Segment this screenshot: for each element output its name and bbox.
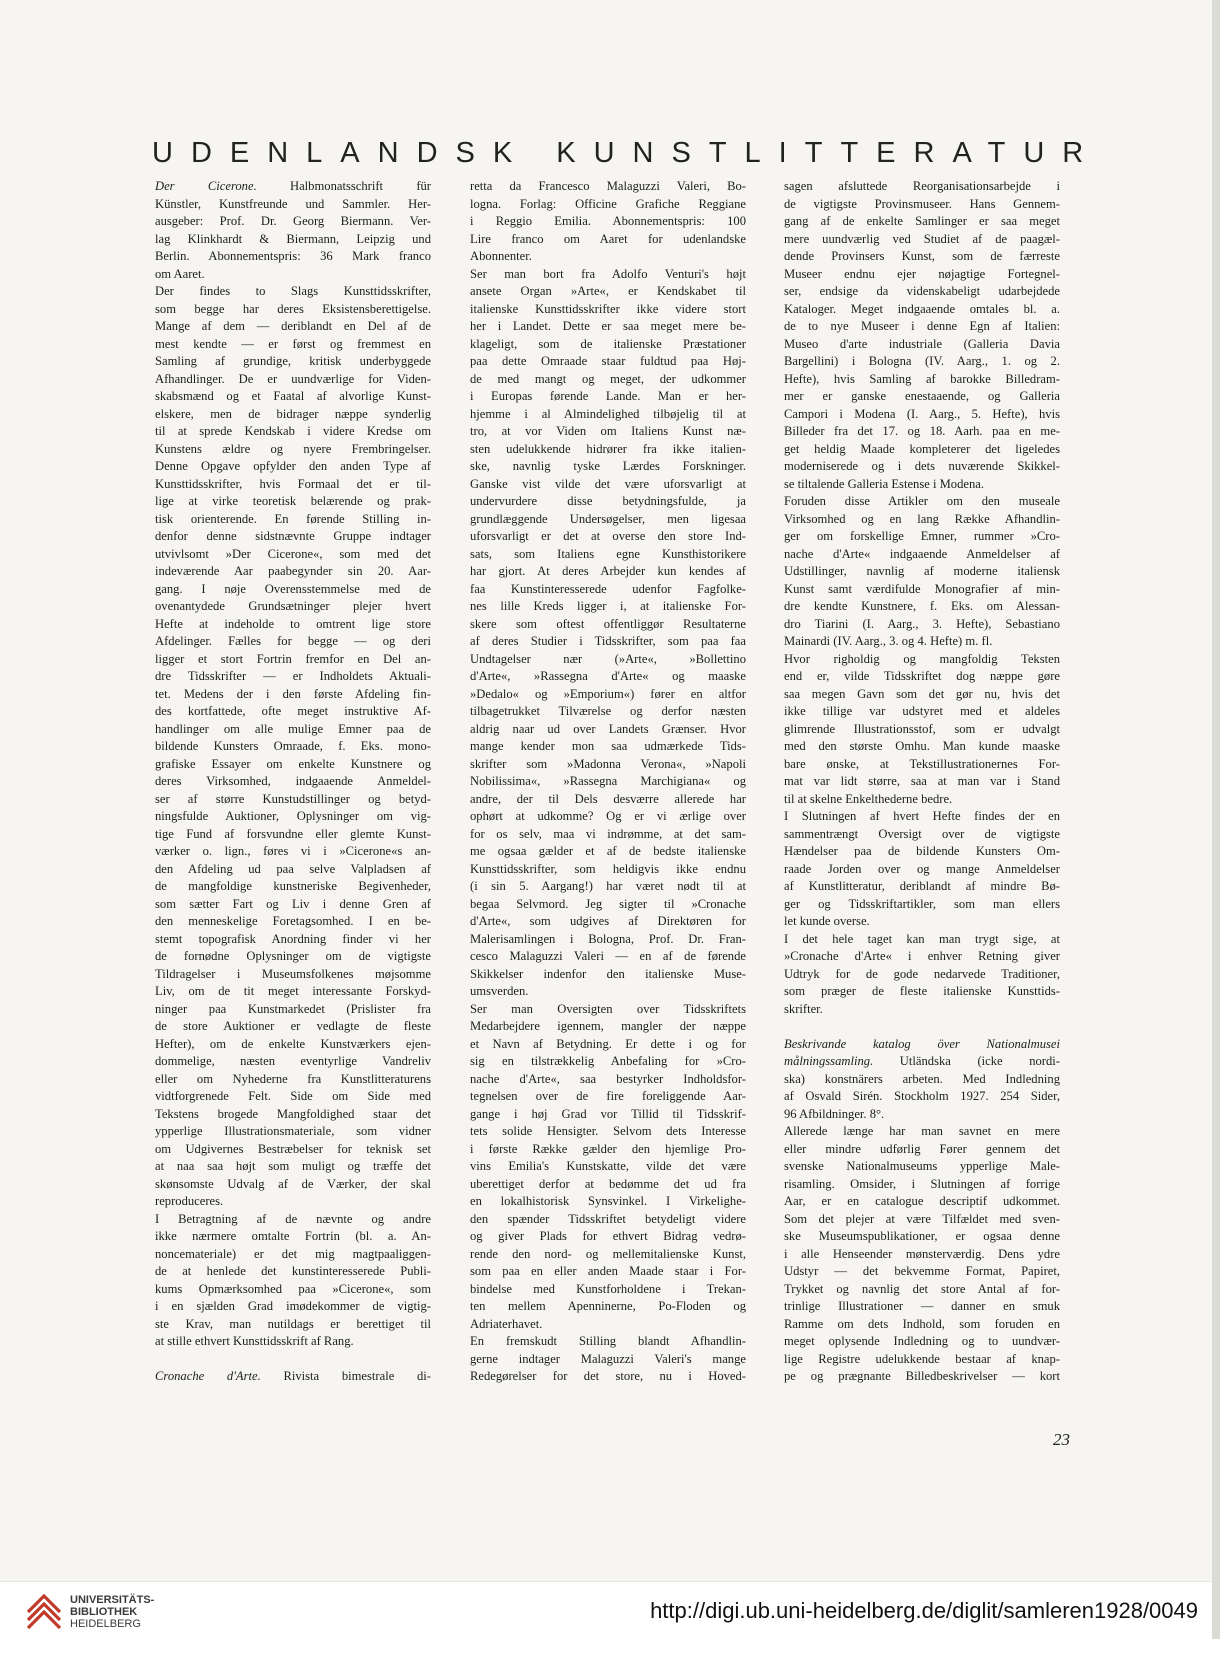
text-line: den spænder Tidsskriftet betydeligt videre	[470, 1211, 746, 1226]
text-line: ninger paa Kunstmarkedet (Prislister fra	[155, 1001, 431, 1016]
text-line: cesco Malaguzzi Valeri — en af de førende	[470, 949, 746, 963]
text-line: med den største Omhu. Man kunde maaske	[784, 739, 1060, 753]
text-line: d'Arte«, som udgives af Direktøren for	[470, 914, 746, 928]
text-line: de fornødne Oplysninger om de vigtigste	[155, 949, 431, 963]
text-line: paa dette Omraade staar fuldtud paa Høj-	[470, 354, 746, 368]
text-line: sagen afsluttede Reorganisationsarbejde i	[784, 179, 1060, 193]
text-line: Berlin. Abonnementspris: 36 Mark franco	[155, 249, 431, 263]
text-line: har gjort. At deres Arbejder kun kendes af	[470, 564, 746, 578]
text-line: nache d'Arte« indgaaende Anmeldelser af	[784, 546, 1060, 561]
text-line: til at sprede Kendskab i videre Kredse om	[155, 424, 431, 438]
text-line: Nobilissima«, »Rassegna Marchigiana« og	[470, 774, 746, 788]
text-line: Samling af grundige, kritisk underbyggede	[155, 354, 431, 368]
text-line: til at skelne Enkelthederne bedre.	[784, 791, 953, 806]
text-line: Der findes to Slags Kunsttidsskrifter,	[155, 284, 431, 298]
text-line: klageligt, som de italienske Præstationer	[470, 336, 746, 351]
text-line: Mange af dem — deriblandt en Del af de	[155, 319, 431, 333]
text-line: hjemme i al Almindelighed tilbøjelig til at	[470, 406, 746, 421]
text-line: 96 Afbildninger. 8°.	[784, 1106, 885, 1121]
scan-edge	[1212, 0, 1220, 1676]
text-line: som begge har deres Eksistensberettigelse.	[155, 301, 431, 316]
text-line: den Afdeling ud paa selve Valpladsen af	[155, 861, 431, 876]
text-line: i alle Henseender mønsterværdig. Dens ydre	[784, 1246, 1060, 1261]
library-name	[70, 1594, 154, 1630]
text-line: Kunsttidsskrifter, hvis Formaal det er til-	[155, 476, 431, 491]
digitization-footer	[0, 1581, 1212, 1640]
text-line: stemt topografisk Anordning finder vi her	[155, 931, 431, 946]
text-line: tisk orienterende. En førende Stilling in-	[155, 511, 431, 526]
text-line: Kataloger. Meget indgaaende omtales bl. a.	[784, 301, 1060, 316]
text-line: indeværende Aar paabegynder sin 20. Aar-	[155, 564, 431, 578]
text-line: umsverden.	[470, 984, 529, 998]
text-line: mange kender mon saa udmærkede Tids-	[470, 739, 746, 753]
text-line: gange i høj Grad vor Tillid til Tidsskrif-	[470, 1106, 746, 1121]
text-line: skere som oftest offentliggør Resultaterne	[470, 616, 746, 631]
text-line: ske, navnlig tyske Lærdes Forskninger.	[470, 459, 746, 473]
text-line: I det hele taget kan man trygt sige, at	[784, 931, 1060, 946]
text-line: sats, som Italiens egne Kunsthistorikere	[470, 546, 746, 561]
text-line: logna. Forlag: Officine Grafiche Reggiane	[470, 196, 746, 211]
text-line: ophørt at udkomme? Og er vi ærlige over	[470, 809, 746, 823]
text-line: mer er ganske enestaaende, og Galleria	[784, 389, 1060, 403]
text-line: bildende Kunsters Omraade, f. Eks. mono-	[155, 739, 431, 753]
text-line: sig en tilstrækkelig Anbefaling for »Cro-	[470, 1054, 746, 1068]
text-line: Der Cicerone. Halbmonatsschrift für	[155, 179, 431, 193]
text-line: saa megen Gavn som det gør nu, hvis det	[784, 686, 1060, 701]
text-line: og giver Plads for ethvert Bidrag vedrø-	[470, 1229, 746, 1243]
text-line: skrifter som »Madonna Verona«, »Napoli	[470, 756, 746, 771]
text-line: bare ønske, at Tekstillustrationernes For-	[784, 756, 1060, 771]
text-line: ten mellem Apenninerne, Po-Floden og	[470, 1299, 746, 1313]
text-line: me ogsaa gælder et af de bedste italienske	[470, 844, 746, 858]
text-line: Museo d'arte industriale (Galleria Davia	[784, 336, 1060, 351]
text-line: dro Tiarini (I. Aarg., 3. Hefte), Sebastiano	[784, 616, 1060, 631]
text-line: tige Fund af forsvundne eller glemte Kunst-	[155, 826, 431, 841]
text-line: bindelse med Kunstforholdene i Trekan-	[470, 1281, 746, 1296]
text-line: meget oplysende Indledning og to uundvær-	[784, 1334, 1060, 1348]
source-url-link[interactable]: http://digi.ub.uni-heidelberg.de/diglit/samleren1928/0049	[650, 1598, 1198, 1623]
text-line: om Aaret.	[155, 266, 205, 281]
text-line: eller om Nyhederne fra Kunstlitteraturens	[155, 1071, 431, 1086]
text-line: i Reggio Emilia. Abonnementspris: 100	[470, 214, 746, 228]
text-line: en lokalhistorisk Synsvinkel. I Virkelighe-	[470, 1194, 746, 1208]
text-line: Undtagelser nær (»Arte«, »Bollettino	[470, 651, 746, 666]
text-line: Künstler, Kunstfreunde und Sammler. Her-	[155, 196, 431, 211]
text-line: Kunsttidsskrifter, som heldigvis ikke endnu	[470, 861, 746, 876]
text-line: aldrig naar ud over Landets Grænser. Hvor	[470, 721, 746, 736]
text-line: vins Emilia's Kunstskatte, vilde det være	[470, 1159, 746, 1173]
text-line: pe og prægnante Billedbeskrivelser — kort	[784, 1369, 1060, 1383]
text-line: denfor denne sidstnævnte Gruppe indtager	[155, 529, 431, 543]
text-line: sten udelukkende hidrører fra ikke italien-	[470, 441, 746, 456]
text-line: get heldig Maade kompleterer det ligeledes	[784, 441, 1060, 456]
text-line: Virksomhed og en lang Række Afhandlin-	[784, 511, 1060, 526]
text-line: skønsomste Udvalg af de Værker, der skal	[155, 1176, 431, 1191]
text-line: Liv, om de tit meget interessante Forskyd-	[155, 984, 431, 998]
text-line: værker o. lign., føres vi i »Cicerone«s an-	[155, 844, 431, 858]
text-line: her i Landet. Dette er saa meget mere be-	[470, 319, 746, 333]
text-line: grundlæggende Undersøgelser, men ligesaa	[470, 511, 746, 526]
text-line: Abonnenter.	[470, 249, 532, 263]
text-line: mere uundværlig ved Studiet af de paagæl-	[784, 231, 1060, 246]
text-line: skabsmænd og et Faatal af alvorlige Kunst-	[155, 389, 431, 403]
text-line: gang. I nøje Overensstemmelse med de	[155, 581, 431, 596]
text-line: handlinger om alle mulige Emner paa de	[155, 721, 431, 736]
text-line: ningsfulde Auktioner, Oplysninger om vig-	[155, 809, 431, 823]
text-line: ansete Organ »Arte«, er Kendskabet til	[470, 284, 746, 298]
text-line: Redegørelser for det store, nu i Hoved-	[470, 1369, 746, 1383]
library-name-line-2: BIBLIOTHEK	[70, 1606, 138, 1618]
text-line: lige at virke teoretisk belærende og prak-	[155, 494, 431, 508]
text-line: i første Række gælder den hjemlige Pro-	[470, 1141, 746, 1156]
text-line: eller mindre udførlig Fører gennem det	[784, 1141, 1060, 1156]
text-line: Museer endnu ejer nøjagtige Fortegnel-	[784, 266, 1060, 281]
text-line: rende den nord- og mellemitalienske Kunst,	[470, 1246, 746, 1261]
text-line: gerne indtager Malaguzzi Valeri's mange	[470, 1351, 746, 1366]
text-line: mat var lidt større, saa at man var i Stand	[784, 774, 1060, 788]
text-line: ser, endsige da videnskabeligt udarbejdede	[784, 284, 1060, 298]
text-line: trinlige Illustrationer — danner en smuk	[784, 1299, 1060, 1313]
text-line: utvivlsomt »Der Cicerone«, som med det	[155, 546, 431, 561]
text-line: som sætter Fart og Liv i denne Gren af	[155, 896, 431, 911]
text-line: at stille ethvert Kunsttidsskrift af Rang.	[155, 1334, 354, 1348]
text-line: tegnelsen over de fire foreliggende Aar-	[470, 1089, 746, 1103]
text-line: de mangfoldige kunstneriske Begivenheder,	[155, 879, 431, 893]
text-line: af Kunstlitteratur, deriblandt af mindre Bø-	[784, 879, 1060, 893]
text-line: dre Tidsskrifter — er Indholdets Aktuali-	[155, 669, 431, 683]
text-line: retta da Francesco Malaguzzi Valeri, Bo-	[470, 179, 746, 193]
text-line: ger om forskellige Emner, rummer »Cro-	[784, 529, 1060, 543]
text-line: Malerisamlingen i Bologna, Prof. Dr. Fran-	[470, 931, 746, 946]
text-line: ikke nærmere omtalte Fortrin (bl. a. An-	[155, 1229, 431, 1243]
text-line: ske Museumspublikationer, er ogsaa denne	[784, 1229, 1060, 1243]
text-line	[784, 1018, 1060, 1036]
text-line: Kunst samt værdifulde Monografier af min-	[784, 581, 1060, 596]
text-column-1	[155, 178, 431, 1386]
text-line: Bargellini) i Bologna (IV. Aarg., 1. og 2.	[784, 354, 1060, 368]
text-line: d'Arte«, »Rassegna d'Arte« og maaske	[470, 669, 746, 683]
text-line: tro, at vor Viden om Italiens Kunst næ-	[470, 424, 746, 438]
text-line: andre, der til Dels desværre allerede har	[470, 791, 746, 806]
text-line: italienske Kunsttidsskrifter ikke videre stort	[470, 301, 746, 316]
text-line: des kortfattede, ofte meget instruktive Af-	[155, 704, 431, 718]
text-line: let kunde overse.	[784, 914, 870, 928]
text-line: ligger et stort Fortrin fremfor en Del an-	[155, 651, 431, 666]
text-line: Afhandlinger. De er uundværlige for Viden-	[155, 371, 431, 386]
text-line: Hændelser paa de bildende Kunsters Om-	[784, 844, 1060, 858]
text-line: deres Virksomhed, indgaaende Anmeldel-	[155, 774, 431, 788]
text-line: ikke tillige var udstyret med et aldeles	[784, 704, 1060, 718]
text-line: I Slutningen af hvert Hefte findes der en	[784, 809, 1060, 823]
text-line: Trykket og navnlig det store Antal af for-	[784, 1281, 1060, 1296]
text-line: Foruden disse Artikler om den museale	[784, 494, 1060, 508]
text-line: i Europas førende Lande. Man er her-	[470, 389, 746, 403]
text-line: ovenantydede Grundsætninger plejer hvert	[155, 599, 431, 613]
text-line: tets solide Hensigter. Selvom dets Interesse	[470, 1124, 746, 1138]
text-line: de med mangt og meget, der udkommer	[470, 371, 746, 386]
text-column-3	[784, 178, 1060, 1386]
text-line: de at henlede det kunstinteresserede Publi-	[155, 1264, 431, 1278]
text-line: Medarbejdere igennem, mangler der næppe	[470, 1019, 746, 1033]
text-line	[155, 1351, 431, 1369]
text-line: for os selv, maa vi indrømme, at det sam-	[470, 826, 746, 841]
text-line: nes lille Kreds ligger i, at italienske For-	[470, 599, 746, 613]
text-line: som paa en eller anden Maade staar i For-	[470, 1264, 746, 1278]
bottom-margin	[0, 1639, 1220, 1676]
text-line: Afdelinger. Fælles for begge — og deri	[155, 634, 431, 648]
text-line: kums Opmærksomhed paa »Cicerone«, som	[155, 1281, 431, 1296]
text-line: ausgeber: Prof. Dr. Georg Biermann. Ver-	[155, 214, 431, 228]
text-line: om Udgivernes Bestræbelser for teknisk set	[155, 1141, 431, 1156]
text-line: tilbagetrukket Tilværelse og derfor næsten	[470, 704, 746, 718]
text-line: end er, vilde Tidsskriftet dog næppe gøre	[784, 669, 1060, 683]
text-line: risamling. Omsider, i Slutningen af forrige	[784, 1176, 1060, 1191]
text-line: de vigtigste Provinsmuseer. Hans Gennem-	[784, 196, 1060, 211]
text-line: de to nye Museer i denne Egn af Italien:	[784, 319, 1060, 333]
text-line: svenske Nationalmuseums ypperlige Male-	[784, 1159, 1060, 1173]
text-line: dende Provinsers Kunst, som de færreste	[784, 249, 1060, 263]
text-line: Aar, er en catalogue descriptif udkommet.	[784, 1194, 1060, 1208]
text-line: Ser man Oversigten over Tidsskriftets	[470, 1001, 746, 1016]
text-line: lag Klinkhardt & Biermann, Leipzig und	[155, 231, 431, 246]
text-line: ser af større Kunstudstillinger og betyd-	[155, 791, 431, 806]
text-line: »Cronache d'Arte« i enhver Retning giver	[784, 949, 1060, 963]
text-line: Hefter), om de enkelte Kunstværkers ejen-	[155, 1036, 431, 1051]
text-line: mest kendte — er først og fremmest en	[155, 336, 431, 351]
text-line: Cronache d'Arte. Rivista bimestrale di-	[155, 1369, 431, 1383]
text-line: Ramme om dets Indhold, som foruden en	[784, 1316, 1060, 1331]
text-line: Adriaterhavet.	[470, 1316, 543, 1331]
text-line: (i sin 5. Aargang!) har været nødt til at	[470, 879, 746, 893]
text-line: faa Kunstinteresserede udenfor Fagfolke-	[470, 581, 746, 596]
text-line: at naa saa højt som muligt og træffe det	[155, 1159, 431, 1173]
text-line: af deres Studier i Tidsskrifter, som paa faa	[470, 634, 746, 648]
page-title: UDENLANDSK KUNSTLITTERATUR	[152, 137, 1102, 169]
text-line: i en sjælden Grad imødekommer de vigtig-	[155, 1299, 431, 1313]
text-line: ste Krav, man nutildags er berettiget til	[155, 1316, 431, 1331]
text-line: sammentrængt Oversigt over de vigtigste	[784, 826, 1060, 841]
text-line: nache d'Arte«, saa bestyrker Indholdsfor-	[470, 1071, 746, 1086]
text-line: glimrende Illustrationsstof, som er udvalgt	[784, 721, 1060, 736]
text-line: I Betragtning af de nævnte og andre	[155, 1211, 431, 1226]
text-line: skrifter.	[784, 1001, 823, 1016]
text-line: gang af de enkelte Samlinger er saa meget	[784, 214, 1060, 228]
text-line: Billeder fra det 17. og 18. Aarh. paa en me-	[784, 424, 1060, 438]
text-column-2	[470, 178, 746, 1386]
text-line: ska) konstnärers arbeten. Med Indledning	[784, 1071, 1060, 1086]
text-line: grafiske Essayer om enkelte Kunstnere og	[155, 756, 431, 771]
text-line: Ganske vist vilde det være uforsvarligt at	[470, 476, 746, 491]
text-line: ypperlige Illustrationsmateriale, som vidner	[155, 1124, 431, 1138]
text-line: Beskrivande katalog över Nationalmusei	[784, 1036, 1060, 1051]
text-line: Tekstens brogede Mangfoldighed staar det	[155, 1106, 431, 1121]
text-line: Udstyr — det bekvemme Format, Papiret,	[784, 1264, 1060, 1278]
text-line: den menneskelige Foretagsomhed. I en be-	[155, 914, 431, 928]
text-line: Skikkelser indenfor den italienske Muse-	[470, 966, 746, 981]
text-line: elskere, men de bidrager næppe synderlig	[155, 406, 431, 421]
library-logo-icon	[22, 1590, 66, 1634]
text-line: Udtryk for de gode nedarvede Traditioner,	[784, 966, 1060, 981]
text-line: En fremskudt Stilling blandt Afhandlin-	[470, 1334, 746, 1348]
text-line: undervurdere disse betydningsfulde, ja	[470, 494, 746, 508]
text-line: Hvor righoldig og mangfoldig Teksten	[784, 651, 1060, 666]
text-line: lige Registre udelukkende bestaar af knap-	[784, 1351, 1060, 1366]
text-line: Tildragelser i Museumsfolkenes møjsomme	[155, 966, 431, 981]
text-line: se tiltalende Galleria Estense i Modena.	[784, 476, 985, 491]
text-line: Campori i Modena (I. Aarg., 5. Hefte), hvis	[784, 406, 1060, 421]
text-line: tet. Medens der i den første Afdeling fin-	[155, 686, 431, 701]
text-line: dommelige, næsten eventyrlige Vandreliv	[155, 1054, 431, 1068]
text-line: vidtforgrenede Felt. Side om Side med	[155, 1089, 431, 1103]
text-line: et Navn af Betydning. Er dette i og for	[470, 1036, 746, 1051]
text-line: noncemateriale) er det mig magtpaaliggen-	[155, 1246, 431, 1261]
page-number: 23	[1053, 1430, 1070, 1449]
text-line: som præger de fleste italienske Kunsttids-	[784, 984, 1060, 998]
text-line: Udstillinger, navnlig af moderne italiensk	[784, 564, 1060, 578]
text-line: ger og Tidsskriftartikler, som man ellers	[784, 896, 1060, 911]
text-line: reproduceres.	[155, 1194, 224, 1208]
text-line: Hefte), hvis Samling af barokke Billedram-	[784, 371, 1060, 386]
text-line: Denne Opgave opfylder den anden Type af	[155, 459, 431, 473]
text-line: Ser man bort fra Adolfo Venturi's højt	[470, 266, 746, 281]
text-line: af Osvald Sirén. Stockholm 1927. 254 Sider,	[784, 1089, 1060, 1103]
text-line: raade Jorden over og mange Anmeldelser	[784, 861, 1060, 876]
text-line: de store Auktioner er vedlagte de fleste	[155, 1019, 431, 1033]
text-line: Allerede længe har man savnet en mere	[784, 1124, 1060, 1138]
text-line: målningssamling. Utländska (icke nordi-	[784, 1054, 1060, 1068]
text-line: begaa Selvmord. Jeg sigter til »Cronache	[470, 896, 746, 911]
text-line: Som det plejer at være Tilfældet med sven-	[784, 1211, 1060, 1226]
text-line: Kunstens ældre og nyere Frembringelser.	[155, 441, 431, 456]
library-name-line-3: HEIDELBERG	[70, 1618, 141, 1630]
text-line: Lire franco om Aaret for udenlandske	[470, 231, 746, 246]
text-line: »Dedalo« og »Emporium«) fører en altfor	[470, 686, 746, 701]
text-line: Hefte at indeholde to omtrent lige store	[155, 616, 431, 631]
text-line: dre kendte Kunstnere, f. Eks. om Alessan-	[784, 599, 1060, 613]
text-line: uforsvarligt er det at overse den store Ind-	[470, 529, 746, 543]
text-line: moderniserede og i dets nuværende Skikkel-	[784, 459, 1060, 473]
text-line: uberettiget derfor at bedømme det ud fra	[470, 1176, 746, 1191]
library-name-line-1: UNIVERSITÄTS-	[70, 1594, 155, 1606]
text-line: Mainardi (IV. Aarg., 3. og 4. Hefte) m. fl.	[784, 634, 993, 648]
